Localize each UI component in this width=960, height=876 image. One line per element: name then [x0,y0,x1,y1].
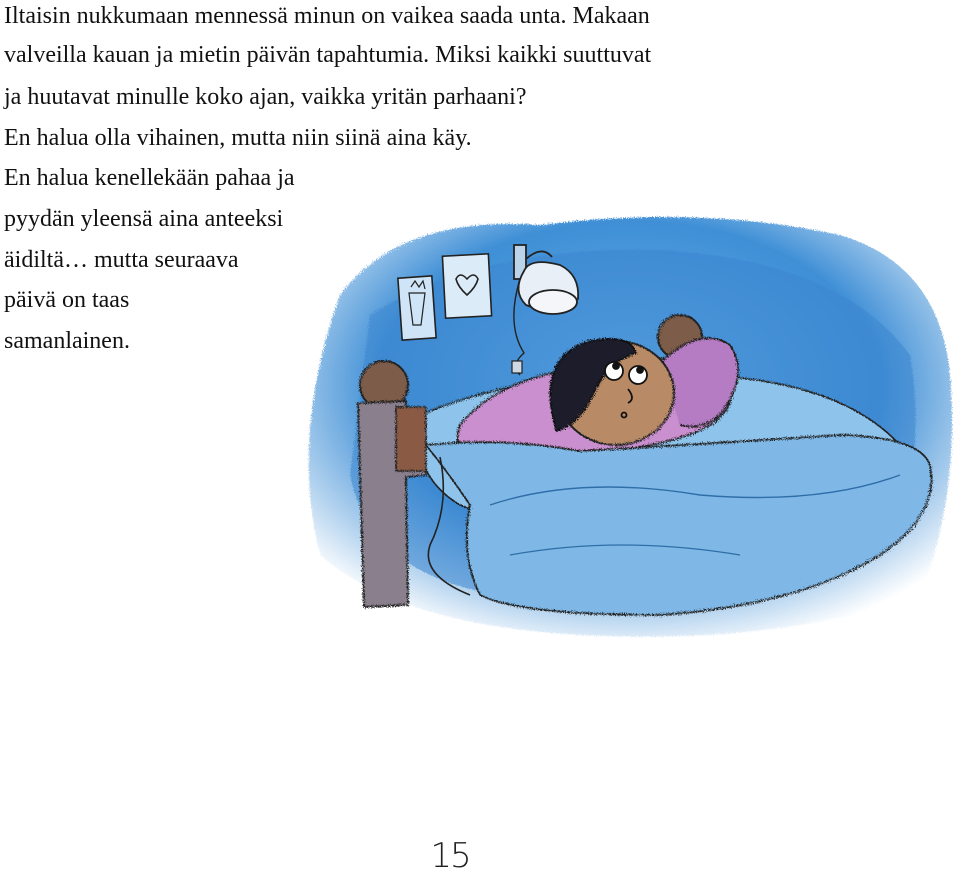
story-line-3: ja huutavat minulle koko ajan, vaikka yritän parhaani? [4,84,527,110]
story-line-5: En halua kenellekään pahaa ja [4,165,295,191]
story-line-2: valveilla kauan ja mietin päivän tapahtumia. Miksi kaikki suuttuvat [4,42,652,68]
heart-poster-icon [442,254,491,318]
child-in-bed-illustration [280,175,960,665]
story-line-4: En halua olla vihainen, mutta niin siinä aina käy. [4,125,472,151]
wall-picture-icon [398,276,436,340]
page-number: 15 [430,836,470,876]
story-line-9: samanlainen. [4,328,130,354]
story-line-8: päivä on taas [4,287,130,313]
story-line-1: Iltaisin nukkumaan mennessä minun on vaikea saada unta. Makaan [4,3,650,29]
story-line-6: pyydän yleensä aina anteeksi [4,206,284,232]
story-line-7: äidiltä… mutta seuraava [4,247,239,273]
